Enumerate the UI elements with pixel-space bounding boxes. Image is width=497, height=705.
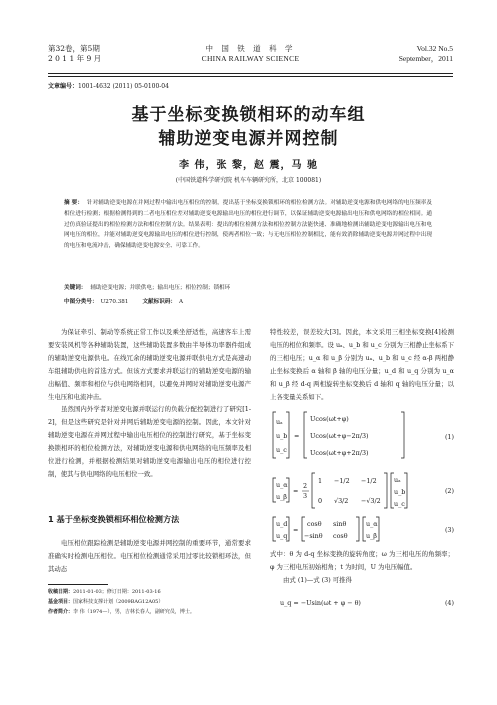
equation-number-2: (2)	[444, 487, 454, 495]
equation-2	[270, 470, 454, 512]
title-line-2: 辅助逆变电源并网控制	[158, 129, 339, 149]
footnote-text: 2011-01-03；修订日期：2011-03-16	[73, 589, 161, 595]
svg-text:1: 1	[318, 477, 323, 485]
footnote-author	[48, 608, 195, 617]
svg-text:=: =	[293, 526, 299, 534]
svg-text:u_α: u_α	[276, 481, 288, 489]
abstract-text: 针对辅助逆变电源在并网过程中输出电压相位的控制，提出基于坐标变换锁相环的相位检测方法。对辅助逆变电源和供电网络的电压频率及相位进行检测；根据检测得到的二者电压相位差对辅助逆变电源输出电压的相位进行调节，以保证辅助逆变电源输出电压和供电网络的相位相同。通过仿真验证提出的相位检测方法和相位控制方法。结果表明：提出的相位检测方法和相位控制方法能快速、准确地检测出辅助逆变电源输出电压和电网电压的相位，并能对辅助逆变电源输出电压的相位进行控制，使两者相位一致；与无电压相位控制相比，能有效消除辅助逆变电源并网过程中出现的电压和电流冲击，确保辅助逆变电源安全、可靠工作。	[64, 200, 432, 250]
running-header	[48, 44, 453, 72]
paragraph: 为保证牵引、制动等系统正常工作以及乘坐舒适性，高速客车上需要安装风机等各种辅助装置，这些辅助装置多数由半导体功率器件组成的辅助逆变电源供电。在线冗余的辅助逆变电源并联供电方式是高速动车组辅助供电的首选方式。但该方式要求并联运行的辅助逆变电源的输出幅值、频率和相位与供电网络相同，以避免并网时对辅助逆变电源产生电压和电流冲击。	[48, 328, 251, 401]
svg-text:u_q: u_q	[276, 532, 288, 540]
svg-text:u_c: u_c	[394, 500, 405, 508]
equation-4	[270, 599, 454, 611]
clc-label: 中图分类号：	[64, 299, 98, 305]
svg-text:3: 3	[303, 492, 308, 500]
issue-date-en: September，2011	[398, 54, 453, 63]
left-column-continued	[48, 537, 251, 576]
svg-text:2: 2	[303, 482, 308, 490]
left-column	[48, 326, 251, 481]
abstract-label: 摘 要：	[64, 200, 83, 206]
svg-text:u_d: u_d	[276, 520, 288, 528]
title-line-1: 基于坐标变换锁相环的动车组	[131, 105, 366, 125]
footnote-label: 作者简介：	[48, 609, 74, 615]
classification	[64, 297, 432, 307]
keywords	[64, 283, 432, 293]
svg-text:−sinθ: −sinθ	[304, 532, 323, 540]
right-column	[270, 326, 454, 403]
svg-text:u_b: u_b	[394, 488, 406, 496]
svg-text:u_b: u_b	[276, 432, 288, 440]
svg-text:0: 0	[318, 497, 323, 505]
svg-text:=: =	[293, 487, 299, 495]
svg-text:u_α: u_α	[366, 520, 378, 528]
footnote-text: 国家科技支撑计划（2009BAG12A05）	[73, 599, 164, 605]
article-number-label: 文章编号：	[48, 83, 79, 90]
affiliation: (中国铁道科学研究院 机车车辆研究所，北京 100081)	[175, 177, 322, 184]
svg-text:−√3/2: −√3/2	[361, 497, 381, 505]
svg-text:cosθ: cosθ	[333, 532, 348, 540]
footnote-text: 李 伟（1974—），男，吉林长春人，副研究员，博士。	[73, 609, 195, 615]
equation-1	[270, 408, 454, 464]
svg-text:−1/2: −1/2	[361, 477, 377, 485]
paragraph: 特性较差，误差较大[3]。因此，本文采用三相坐标变换[4]检测电压的相位和频率。设 uₐ、u_b 和 u_c 分别为三相静止坐标系下的三相电压；u_α 和 u_β 分别为 uₐ、u_b 和 u_c 经 α-β 两相静止坐标变换后 α 轴和 β 轴的电压分量；u_d 和 u_q 分别为 u_α 和 u_β 经 d-q 两相旋转坐标变换后 d 轴和 q 轴的电压分量；以上各变量关系如下。	[270, 328, 454, 401]
equation-4-text: u_q = −Usin(ωt + φ − θ)	[280, 599, 361, 607]
footnote-received	[48, 588, 161, 597]
svg-text:=: =	[294, 432, 300, 440]
journal-name-cn: 中 国 铁 道 科 学	[205, 44, 296, 53]
journal-name-en: CHINA RAILWAY SCIENCE	[201, 54, 300, 63]
paragraph: 电压相位跟踪检测是辅助逆变电源并网控制的重要环节，通常要求准确实时检测电压相位。电压相位检测通常采用过零比较锁相环法，但其动态	[48, 539, 251, 573]
equation-1-graphic	[270, 408, 430, 464]
abstract	[64, 198, 432, 252]
footnote-label: 收稿日期：	[48, 589, 74, 595]
article-title	[0, 103, 497, 151]
footnote-rule	[48, 584, 108, 585]
eq1-row-1: Ucos(ωt+φ)	[310, 415, 349, 423]
svg-text:u_β: u_β	[276, 493, 288, 501]
right-column-continued	[270, 548, 454, 587]
svg-text:√3/2: √3/2	[334, 497, 349, 505]
issue-date: 2 0 1 1 年 9 月	[48, 54, 102, 63]
volume-issue-en: Vol.32 No.5	[416, 44, 453, 53]
equation-2-graphic	[270, 470, 430, 512]
svg-text:sinθ: sinθ	[333, 520, 347, 528]
paragraph: 由式 (1)—式 (3) 可推得	[283, 575, 352, 584]
svg-text:cosθ: cosθ	[307, 520, 322, 528]
svg-text:u_β: u_β	[366, 532, 378, 540]
eq1-row-2: Ucos(ωt+φ−2π/3)	[310, 432, 369, 440]
keywords-label: 关键词：	[64, 285, 87, 291]
article-number-value: 1001-4632 (2011) 05-0100-04	[78, 83, 169, 90]
equation-3-graphic	[270, 514, 430, 544]
footnote-fund	[48, 598, 163, 607]
article-number	[48, 81, 169, 90]
section-heading: 1 基于坐标变换锁相环相位检测方法	[48, 514, 180, 524]
keywords-text: 辅助逆变电源；并联供电；输出电压；相位控制；锁相环	[90, 285, 231, 291]
equation-number-3: (3)	[444, 526, 454, 534]
paragraph: 虽然国内外学者对逆变电源并联运行的负载分配控制进行了研究[1-2]，但是这些研究是针对并网后辅助逆变电源的控制。因此，本文针对辅助逆变电源在并网过程中输出电压相位的控制进行研究，基于坐标变换锁相环的相位检测方法，对辅助逆变电源和供电网络的电压频率及相位进行检测，并根据检测结果对辅助逆变电源输出电压的相位进行控制，使其与供电网络的电压相位一致。	[48, 405, 251, 478]
equation-number-1: (1)	[444, 433, 454, 441]
header-rule-thin	[48, 76, 453, 77]
svg-text:uₐ: uₐ	[276, 418, 283, 426]
equation-number-4: (4)	[444, 599, 454, 607]
eq1-row-3: Ucos(ωt+φ+2π/3)	[310, 449, 369, 457]
svg-text:−1/2: −1/2	[334, 477, 350, 485]
paragraph: 式中：θ 为 d-q 坐标变换的旋转角度；ω 为三相电压的角频率；φ 为三相电压初始相角；t 为时间，U 为电压幅值。	[270, 550, 454, 571]
header-rule-thick	[48, 73, 453, 74]
footnote-label: 基金项目：	[48, 599, 74, 605]
doc-code-label: 文献标识码：	[142, 299, 177, 305]
equation-3	[270, 514, 454, 544]
svg-text:u_c: u_c	[276, 446, 287, 454]
svg-text:uₐ: uₐ	[394, 476, 401, 484]
volume-issue: 第32卷，第5期	[48, 44, 100, 53]
author-list: 李 伟，张 黎，赵 震，马 驰	[179, 160, 318, 171]
doc-code-value: A	[179, 299, 184, 305]
clc-value: U270.381	[100, 299, 129, 305]
